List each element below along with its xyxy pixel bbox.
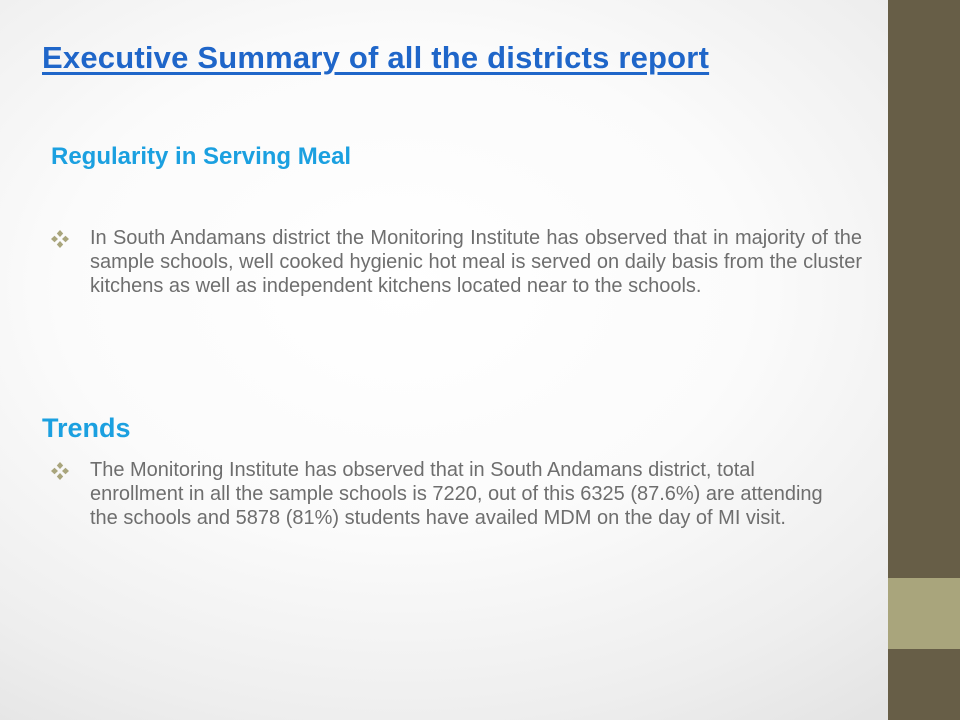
section-heading-trends: Trends — [42, 413, 131, 443]
bullet-text-regularity: In South Andamans district the Monitoring Institute has observed that in majority of the sample schools, well cooked hygienic hot meal is served on daily basis from the cluster kitchens as well as independent kitchens located near to the schools. — [90, 227, 862, 297]
four-diamond-bullet-icon — [50, 458, 90, 483]
decorative-side-bar-accent — [888, 578, 960, 649]
bullet-item-regularity — [50, 226, 862, 298]
section-heading-regularity: Regularity in Serving Meal — [51, 143, 352, 170]
bullet-text-trends: The Monitoring Institute has observed that in South Andamans district, total enrollment in all the sample schools is 7220, out of this 6325 (87.6%) are attending the schools and 5878 (81%) students have availed MDM on the day of MI visit. — [90, 459, 823, 529]
four-diamond-bullet-icon — [50, 226, 90, 251]
bullet-item-trends — [50, 458, 862, 530]
page-title: Executive Summary of all the districts report — [42, 40, 710, 75]
